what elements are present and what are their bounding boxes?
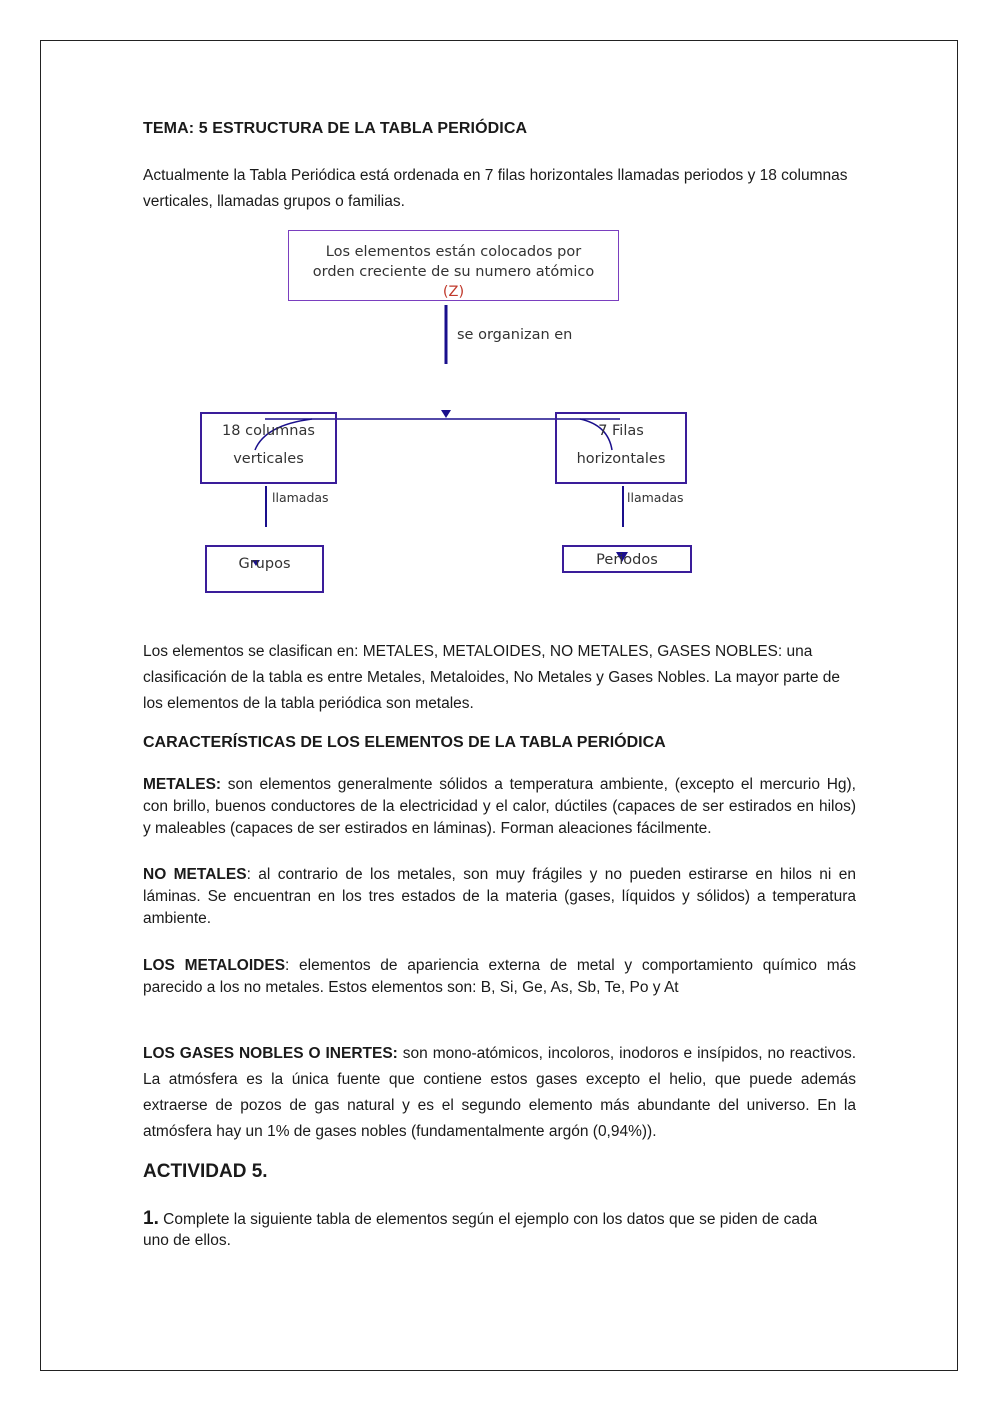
- connector-label: se organizan en: [457, 327, 573, 343]
- section-term: LOS METALOIDES: [143, 957, 286, 974]
- left-link-label: llamadas: [272, 490, 329, 505]
- page-title: TEMA: 5 ESTRUCTURA DE LA TABLA PERIÓDICA: [143, 120, 528, 137]
- classification-paragraph: Los elementos se clasifican en: METALES, METALOIDES, NO METALES, GASES NOBLES: una clasificación de la tabla es entre Metales, Metaloides, No Metales y Gases Nobles. La mayor parte de los elementos de la tabla periódica son metales.: [143, 643, 840, 712]
- section-text: : elementos de apariencia externa de metal y comportamiento químico más parecido a los no metales. Estos elementos son: B, Si, Ge, As, Sb, Te, Po y At: [143, 957, 856, 996]
- right-link-label: llamadas: [627, 490, 684, 505]
- rows-line2: horizontales: [576, 451, 666, 467]
- columns-line1: 18 columnas: [222, 423, 315, 439]
- atomic-number-symbol: (Z): [442, 284, 465, 300]
- concept-box-ordering: [288, 230, 619, 301]
- characteristics-heading: CARACTERÍSTICAS DE LOS ELEMENTOS DE LA TABLA PERIÓDICA: [143, 734, 666, 751]
- concept-box-rows: [555, 412, 687, 484]
- section-metaloides: [143, 955, 856, 999]
- intro-paragraph: Actualmente la Tabla Periódica está ordenada en 7 filas horizontales llamadas periodos y 18 columnas verticales, llamadas grupos o familias.: [143, 167, 848, 210]
- question-text: Complete la siguiente tabla de elementos según el ejemplo con los datos que se piden de cada uno de ellos.: [143, 1211, 818, 1249]
- question-number: 1.: [143, 1208, 159, 1229]
- section-text: son elementos generalmente sólidos a temperatura ambiente, (excepto el mercurio Hg), con brillo, buenos conductores de la electricidad y el calor, dúctiles (capaces de ser estirados en hilos) y maleables (capaces de ser estirados en láminas). Forman aleaciones fácilmente.: [143, 776, 856, 837]
- concept-box-columns: [200, 412, 337, 484]
- concept-box-periodos: Periodos: [562, 545, 692, 573]
- section-gases-nobles: [143, 1041, 856, 1145]
- activity-question: [143, 1208, 843, 1251]
- rows-line1: 7 Filas: [598, 423, 644, 439]
- section-metales: [143, 774, 856, 840]
- section-text: son mono-atómicos, incoloros, inodoros e insípidos, no reactivos. La atmósfera es la única fuente que contiene estos gases excepto el helio, que puede además extraerse de pozos de gas natural y es el segundo elemento más abundante del universo. En la atmósfera hay un 1% de gases nobles (fundamentalmente argón (0,94%)).: [143, 1045, 857, 1140]
- section-term: METALES:: [143, 776, 222, 793]
- section-term: NO METALES: [143, 866, 247, 883]
- section-text: : al contrario de los metales, son muy frágiles y no pueden estirarse en hilos ni en láminas. Se encuentran en los tres estados de la materia (gases, líquidos y sólidos) a temperatura ambiente.: [143, 866, 856, 927]
- section-term: LOS GASES NOBLES O INERTES:: [143, 1045, 398, 1062]
- section-no-metales: [143, 864, 856, 930]
- activity-heading: ACTIVIDAD 5.: [143, 1161, 268, 1182]
- concept-box-ordering-line2: orden creciente de su numero atómico: [312, 264, 595, 280]
- columns-line2: verticales: [233, 451, 304, 467]
- concept-box-ordering-line1: Los elementos están colocados por: [325, 244, 582, 260]
- concept-box-grupos: Grupos: [205, 545, 324, 593]
